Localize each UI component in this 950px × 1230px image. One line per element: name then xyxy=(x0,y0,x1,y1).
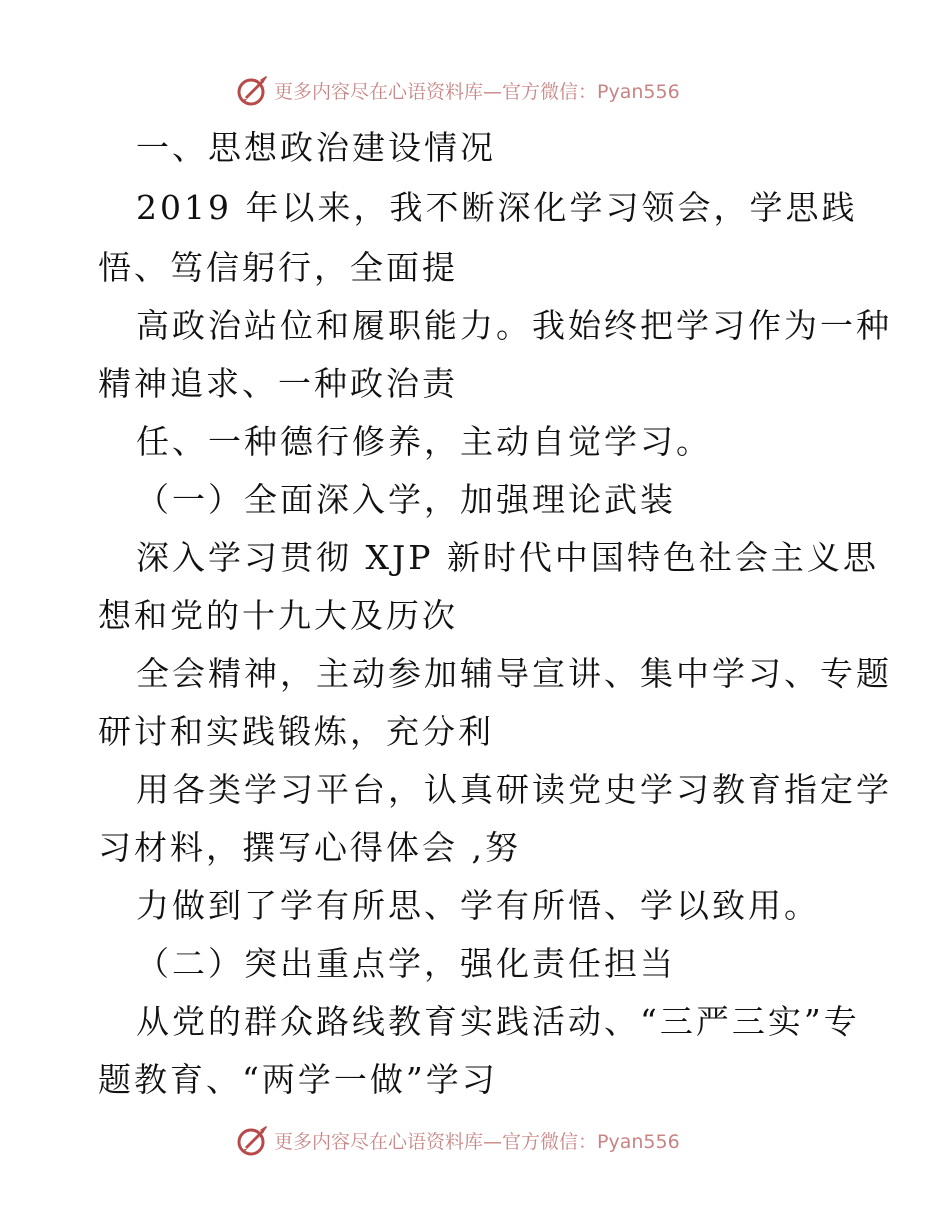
paragraph-line: 研讨和实践锻炼，充分利 xyxy=(98,712,494,751)
pen-logo-icon xyxy=(236,1123,270,1157)
watermark-footer xyxy=(236,1122,680,1158)
paragraph-line: 从党的群众路线教育实践活动、“三严三实”专 xyxy=(136,1002,860,1041)
paragraph-line: 题教育、“两学一做”学习 xyxy=(98,1060,498,1099)
watermark-text: 更多内容尽在心语资料库—官方微信：Pyan556 xyxy=(274,1130,680,1153)
pen-logo-icon xyxy=(236,73,270,107)
subsection-heading: （一）全面深入学，加强理论武装 xyxy=(136,480,676,519)
watermark-header xyxy=(236,72,680,108)
paragraph-line: 习材料，撰写心得体会 ,努 xyxy=(98,828,521,867)
subsection-heading: （二）突出重点学，强化责任担当 xyxy=(136,944,676,983)
section-heading: 一、思想政治建设情况 xyxy=(136,128,496,167)
paragraph-line: 任、一种德行修养，主动自觉学习。 xyxy=(136,422,712,461)
paragraph-line: 精神追求、一种政治责 xyxy=(98,364,458,403)
paragraph-line: 高政治站位和履职能力。我始终把学习作为一种 xyxy=(136,306,892,345)
paragraph-line: 全会精神，主动参加辅导宣讲、集中学习、专题 xyxy=(136,654,892,693)
paragraph-line: 想和党的十九大及历次 xyxy=(98,596,458,635)
watermark-text: 更多内容尽在心语资料库—官方微信：Pyan556 xyxy=(274,80,680,103)
paragraph-line: 悟、笃信躬行，全面提 xyxy=(98,248,458,287)
paragraph-line: 力做到了学有所思、学有所悟、学以致用。 xyxy=(136,886,820,925)
paragraph-line: 2019 年以来，我不断深化学习领会，学思践 xyxy=(136,188,858,227)
paragraph-line: 深入学习贯彻 XJP 新时代中国特色社会主义思 xyxy=(136,538,879,577)
paragraph-line: 用各类学习平台，认真研读党史学习教育指定学 xyxy=(136,770,892,809)
